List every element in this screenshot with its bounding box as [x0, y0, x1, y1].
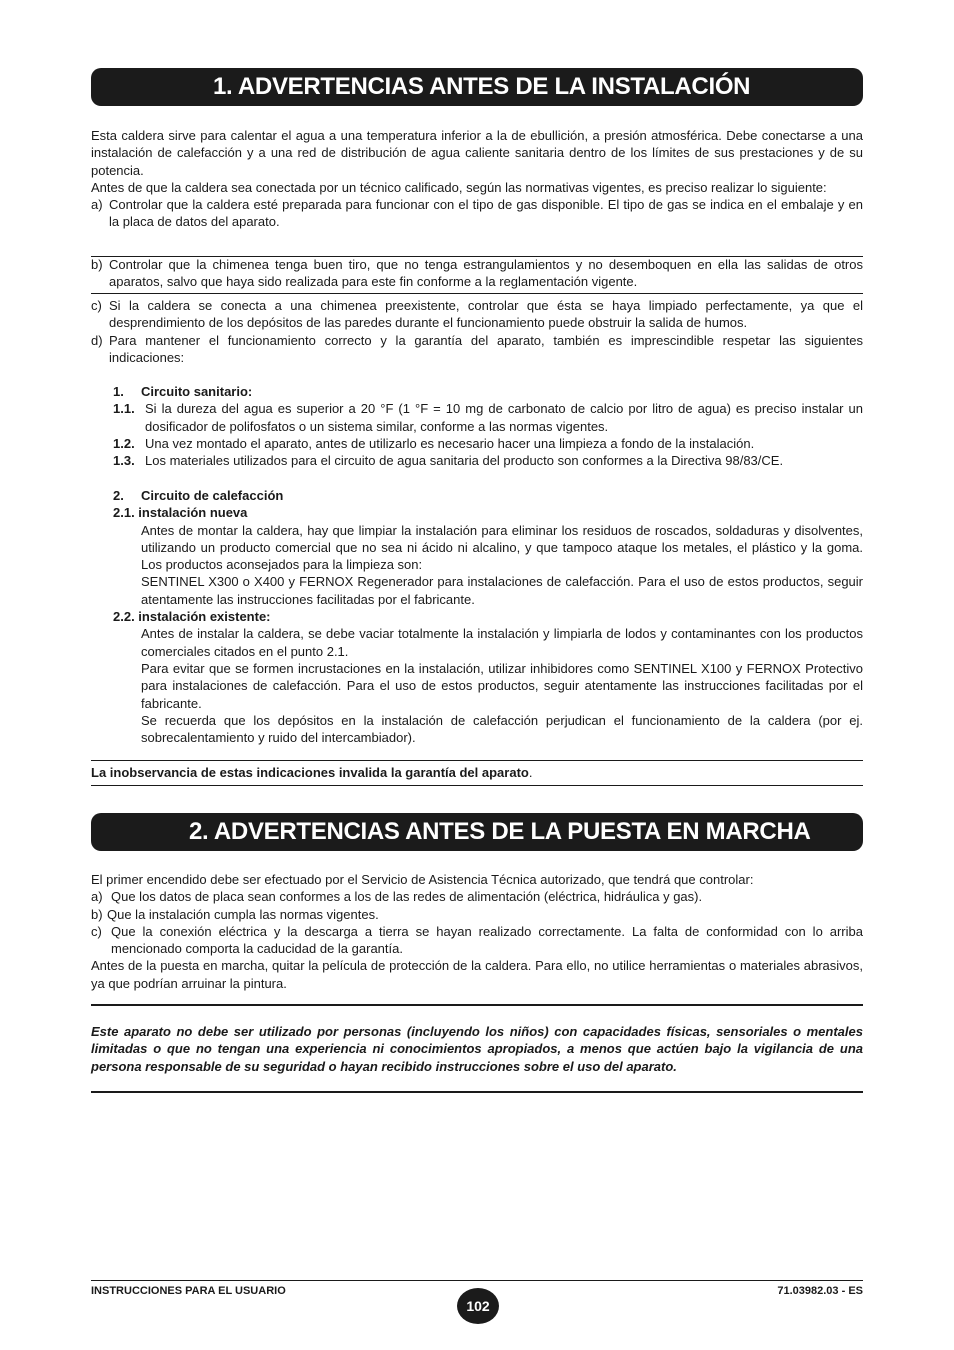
footer-title: INSTRUCCIONES PARA EL USUARIO: [91, 1285, 286, 1297]
section-2-title: 2. ADVERTENCIAS ANTES DE LA PUESTA EN MARCHA: [91, 813, 863, 851]
divider: [91, 760, 863, 761]
list-item: c) Si la caldera se conecta a una chimenea preexistente, controlar que ésta se haya limpiado perfectamente, ya que el desprendimiento de los depósitos de las paredes durante el funcionamiento puede obstruir la salida de humos.: [91, 298, 863, 331]
section-1-list: [91, 297, 863, 366]
divider: [91, 1004, 863, 1006]
list-item: d) Para mantener el funcionamiento correcto y la garantía del aparato, también es imprescindible respetar las siguientes indicaciones:: [91, 332, 863, 365]
subheading: 2.2. instalación existente:: [113, 609, 271, 625]
divider: [91, 785, 863, 786]
divider: [91, 293, 863, 294]
safety-warning: Este aparato no debe ser utilizado por personas (incluyendo los niños) con capacidades físicas, sensoriales o mentales limitadas o que no tengan una experiencia ni conocimientos apropiados, a menos que actúen bajo la vigilancia de una persona responsable de su seguridad o hayan recibido instrucciones sobre el uso del aparato.: [91, 1024, 863, 1074]
warning-note: La inobservancia de estas indicaciones invalida la garantía del aparato.: [91, 765, 533, 780]
document-code: 71.03982.03 - ES: [777, 1285, 863, 1297]
divider: [91, 1091, 863, 1093]
section-2-body: El primer encendido debe ser efectuado por el Servicio de Asistencia Técnica autorizado, que tendrá que controlar: a) Que los datos de placa sean conformes a los de las redes de alimentación (eléctrica, hidráulica y gas). b) Que la instalación cumpla las normas vigentes. c) Que la conexión eléctrica y la descarga a tierra se hayan realizado correctamente. La falta de conformidad con lo arriba mencionado comporta la caducidad de la garantía. Antes de la puesta en marcha, quitar la película de protección de la caldera. Para ello, no utilice herramientas o materiales abrasivos, ya que podrían arruinar la pintura.: [91, 872, 863, 991]
footer-divider: [91, 1280, 863, 1281]
list-item: c) Que la conexión eléctrica y la descarga a tierra se hayan realizado correctamente. La falta de conformidad con lo arriba mencionado comporta la caducidad de la garantía.: [91, 923, 863, 957]
list-item: b) Que la instalación cumpla las normas vigentes.: [91, 906, 379, 922]
page-number: 102: [457, 1288, 499, 1324]
intro-paragraph: Esta caldera sirve para calentar el agua a una temperatura inferior a la de ebullición, a presión atmosférica. Debe conectarse a una instalación de calefacción y a una red de distribución de agua caliente sanitaria dentro de los límites de sus prestaciones y de su potencia.: [91, 128, 863, 178]
list-item: 1.2. Una vez montado el aparato, antes de utilizarlo es necesario hacer una limpieza a fondo de la instalación.: [113, 435, 755, 451]
circuito-sanitario: [91, 383, 863, 469]
subheading: 2.1. instalación nueva: [113, 505, 248, 521]
list-item: b) Controlar que la chimenea tenga buen tiro, que no tenga estrangulamientos y no desemboquen en ella las salidas de otros aparatos, salvo que haya sido realizada para este fin conforme a la reglamentación vigente.: [91, 257, 863, 290]
section-1-title: 1. ADVERTENCIAS ANTES DE LA INSTALACIÓN: [91, 68, 863, 106]
list-item: 1.3. Los materiales utilizados para el circuito de agua sanitaria del producto son conformes a la Directiva 98/83/CE.: [113, 453, 784, 469]
intro-paragraph: Antes de que la caldera sea conectada por un técnico calificado, según las normativas vigentes, es preciso realizar lo siguiente:: [91, 179, 827, 195]
list-item: a) Que los datos de placa sean conformes a los de las redes de alimentación (eléctrica, hidráulica y gas).: [91, 889, 703, 905]
circuito-calefaccion: 2. Circuito de calefacción 2.1. instalación nueva Antes de montar la caldera, hay que limpiar la instalación para eliminar los residuos de roscados, soldaduras y disolventes, utilizando un producto comercial que no sea ni ácido ni alcalino, y que tampoco ataque los metales, el plástico y la goma. Los productos aconsejados para la limpieza son: SENTINEL X300 o X400 y FERNOX Regenerador para instalaciones de calefacción. Para el uso de estos productos, seguir atentamente las instrucciones facilitadas por el fabricante. 2.2. instalación existente: Antes de instalar la caldera, se debe vaciar totalmente la instalación y limpiarla de lodos y contaminantes con los productos comerciales citados en el punto 2.1. Para evitar que se formen incrustaciones en la instalación, utilizar inhibidores como SENTINEL X100 y FERNOX Protectivo para instalaciones de calefacción. Para el uso de estos productos, seguir atentamente las instrucciones facilitadas por el fabricante. Se recuerda que los depósitos en la instalación de calefacción perjudican el funcionamiento de la caldera (por ej. sobrecalentamiento y ruido del intercambiador).: [113, 488, 863, 746]
section-1-intro: [91, 127, 863, 231]
list-item: a) Controlar que la caldera esté preparada para funcionar con el tipo de gas disponible. El tipo de gas se indica en el embalaje y en la placa de datos del aparato.: [91, 197, 863, 230]
list-item: 1.1. Si la dureza del agua es superior a 20 °F (1 °F = 10 mg de carbonato de calcio por litro de agua) es preciso instalar un dosificador de polifosfatos o un sistema similar, conforme a las normas vigentes.: [113, 401, 863, 434]
subheading: 2. Circuito de calefacción: [113, 488, 284, 503]
subheading: 1. Circuito sanitario:: [113, 384, 253, 399]
